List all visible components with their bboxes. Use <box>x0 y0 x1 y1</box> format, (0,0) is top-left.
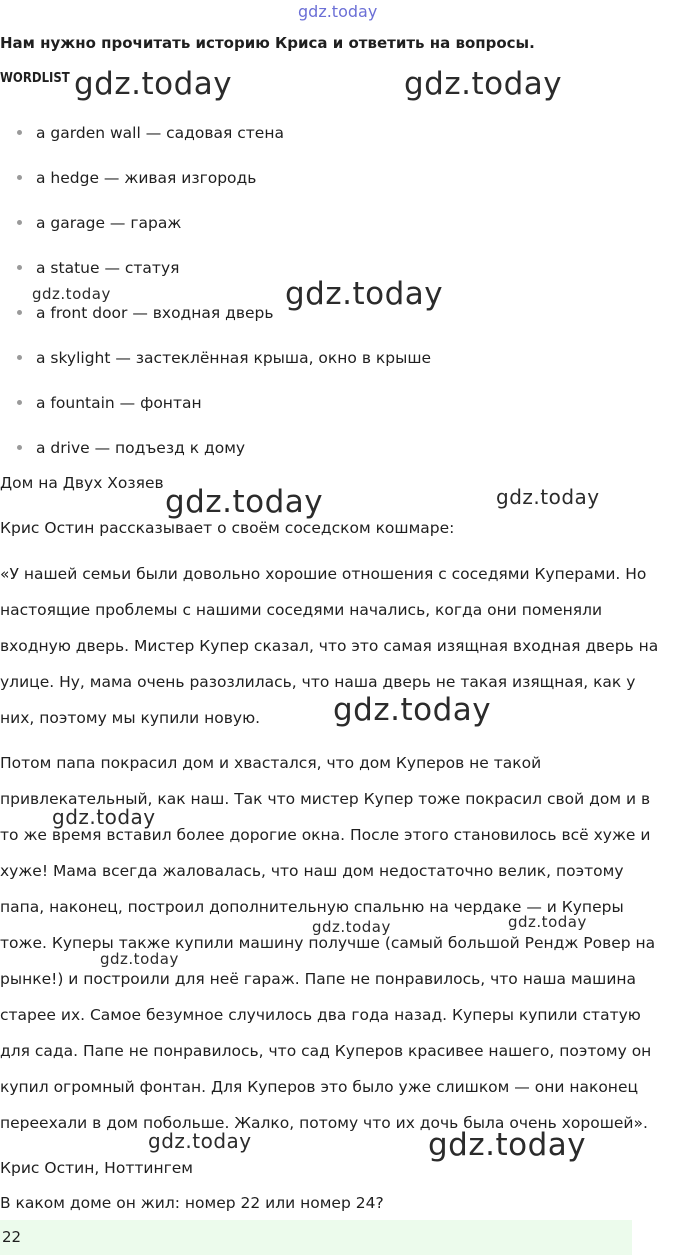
watermark: gdz.today <box>285 276 444 312</box>
list-item <box>0 298 431 343</box>
text-line: то же время вставил более дорогие окна. После этого становилось всё хуже и <box>0 826 651 844</box>
word-entry: a skylight — застеклённая крыша, окно в крыше <box>36 349 432 367</box>
text-line: старее их. Самое безумное случилось два года назад. Куперы купили статую <box>0 1006 641 1024</box>
list-item <box>0 343 431 388</box>
wordlist <box>0 118 431 478</box>
bullet-icon <box>17 265 22 270</box>
text-line: привлекательный, как наш. Так что мистер Купер тоже покрасил свой дом и в <box>0 790 651 808</box>
text-line: входную дверь. Мистер Купер сказал, что это самая изящная входная дверь на <box>0 637 659 655</box>
watermark: gdz.today <box>52 805 156 829</box>
text-line: настоящие проблемы с нашими соседями начались, когда они поменяли <box>0 601 603 619</box>
watermark: gdz.today <box>100 950 179 968</box>
word-entry: a garage — гараж <box>36 214 182 232</box>
watermark: gdz.today <box>508 913 587 931</box>
word-entry: a statue — статуя <box>36 259 180 277</box>
word-entry: a garden wall — садовая стена <box>36 124 284 142</box>
word-entry: a front door — входная дверь <box>36 304 274 322</box>
text-line: улице. Ну, мама очень разозлилась, что наша дверь не такая изящная, как у <box>0 673 636 691</box>
watermark: gdz.today <box>496 485 600 509</box>
text-line: «У нашей семьи были довольно хорошие отношения с соседями Куперами. Но <box>0 565 647 583</box>
bullet-icon <box>17 175 22 180</box>
watermark: gdz.today <box>333 692 492 728</box>
task-heading: Нам нужно прочитать историю Криса и ответить на вопросы. <box>0 34 535 52</box>
watermark: gdz.today <box>428 1127 587 1163</box>
watermark: gdz.today <box>312 918 391 936</box>
word-entry: a fountain — фонтан <box>36 394 202 412</box>
story-paragraph-1 <box>0 556 658 736</box>
text-line: купил огромный фонтан. Для Куперов это было уже слишком — они наконец <box>0 1078 639 1096</box>
bullet-icon <box>17 445 22 450</box>
question: В каком доме он жил: номер 22 или номер 24? <box>0 1194 384 1212</box>
word-entry: a hedge — живая изгородь <box>36 169 257 187</box>
story-intro: Крис Остин рассказывает о своём соседском кошмаре: <box>0 519 455 537</box>
watermark: gdz.today <box>74 66 233 102</box>
watermark: gdz.today <box>404 66 563 102</box>
bullet-icon <box>17 310 22 315</box>
answer-text: 22 <box>2 1228 22 1246</box>
story-signature: Крис Остин, Ноттингем <box>0 1159 193 1177</box>
text-line: рынке!) и построили для неё гараж. Папе не понравилось, что наша машина <box>0 970 637 988</box>
text-line: папа, наконец, построил дополнительную спальню на чердаке — и Куперы <box>0 898 624 916</box>
watermark: gdz.today <box>32 285 111 303</box>
text-line: хуже! Мама всегда жаловалась, что наш дом недостаточно велик, поэтому <box>0 862 624 880</box>
word-entry: a drive — подъезд к дому <box>36 439 246 457</box>
watermark-top: gdz.today <box>298 2 378 21</box>
story-paragraph-2 <box>0 745 655 1141</box>
bullet-icon <box>17 220 22 225</box>
bullet-icon <box>17 400 22 405</box>
watermark: gdz.today <box>165 484 324 520</box>
text-line: тоже. Куперы также купили машину получше (самый большой Рендж Ровер на <box>0 934 656 952</box>
answer-box <box>0 1220 632 1255</box>
text-line: Потом папа покрасил дом и хвастался, что дом Куперов не такой <box>0 754 542 772</box>
list-item <box>0 253 431 298</box>
list-item <box>0 388 431 433</box>
text-line: них, поэтому мы купили новую. <box>0 709 261 727</box>
list-item <box>0 208 431 253</box>
text-line: для сада. Папе не понравилось, что сад Куперов красивее нашего, поэтому он <box>0 1042 652 1060</box>
wordlist-label: WORDLIST <box>0 71 70 86</box>
text-line: переехали в дом побольше. Жалко, потому что их дочь была очень хорошей». <box>0 1114 648 1132</box>
story-title: Дом на Двух Хозяев <box>0 474 164 492</box>
bullet-icon <box>17 130 22 135</box>
watermark: gdz.today <box>148 1129 252 1153</box>
list-item <box>0 163 431 208</box>
list-item <box>0 118 431 163</box>
bullet-icon <box>17 355 22 360</box>
